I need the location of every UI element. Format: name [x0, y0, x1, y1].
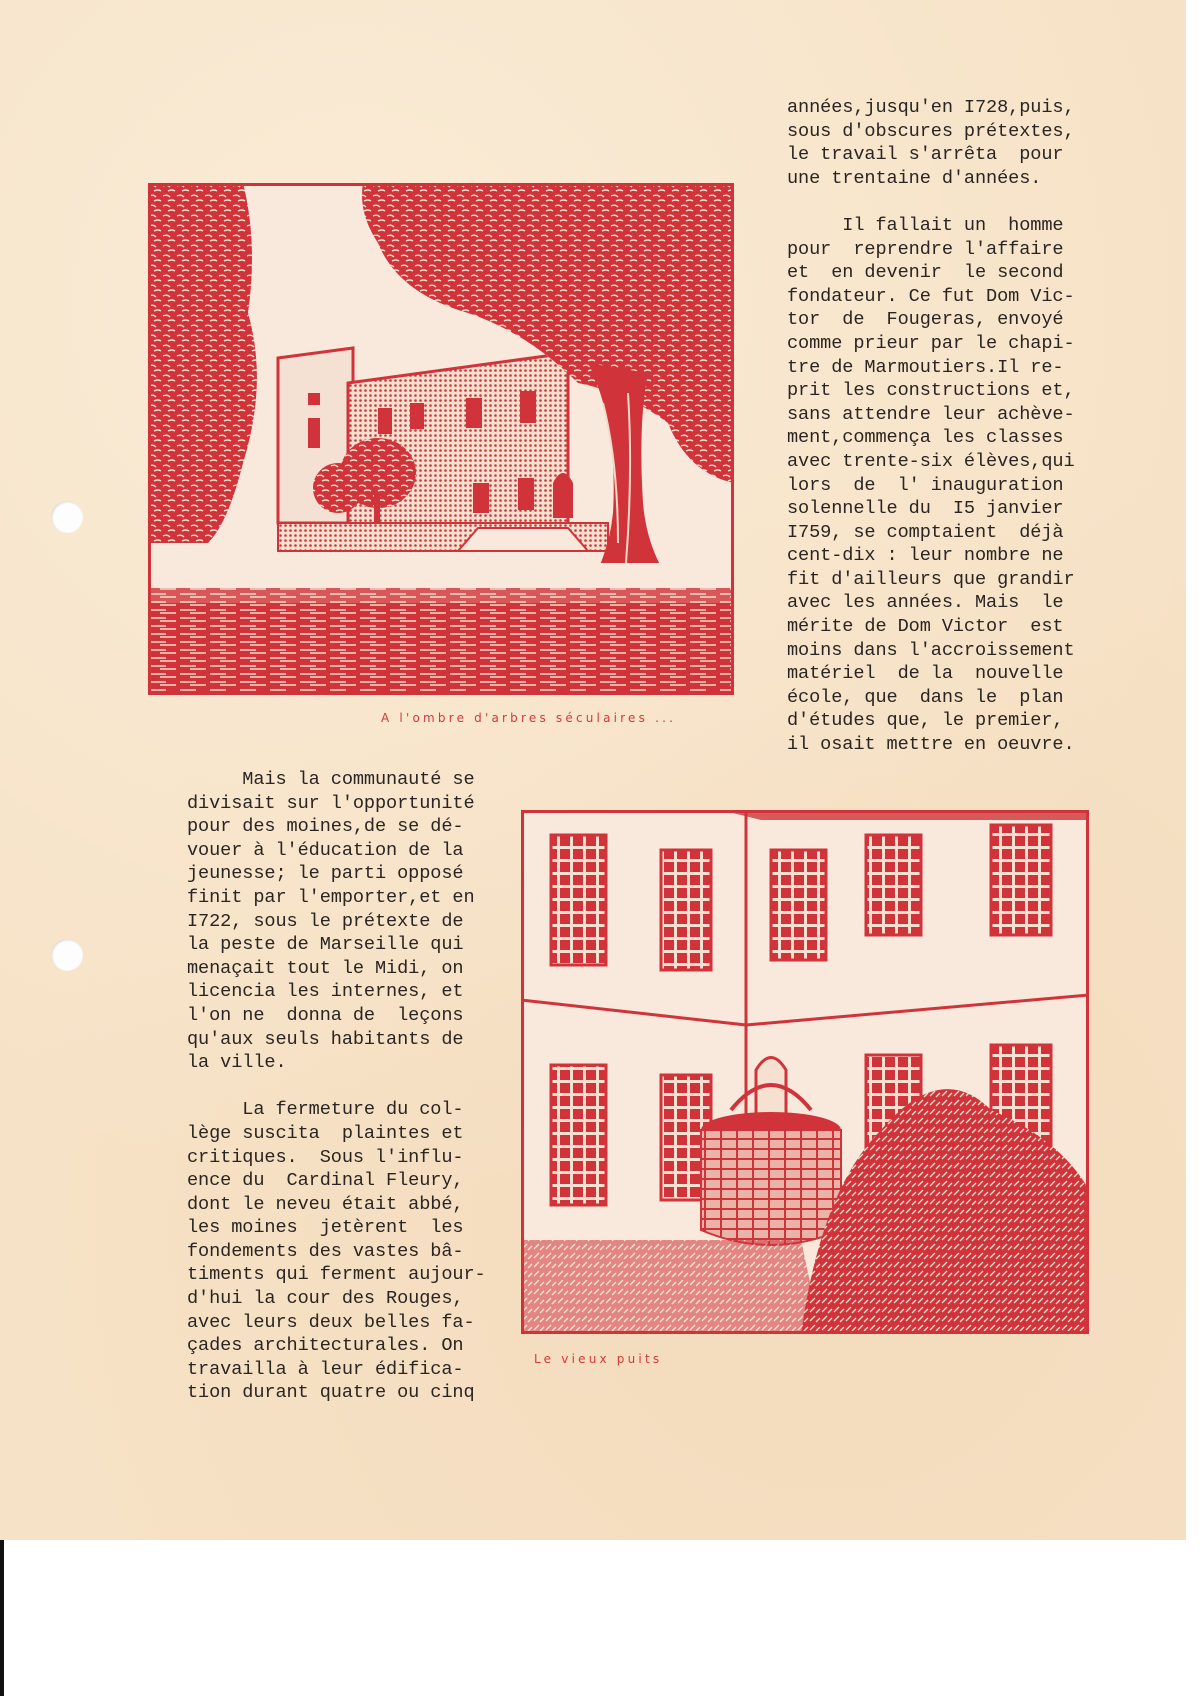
- text-line: licencia les internes, et: [187, 981, 464, 1003]
- text-line: avec leurs deux belles fa-: [187, 1311, 475, 1333]
- illustration-trees-building: [148, 183, 734, 695]
- text-line: le travail s'arrêta pour: [787, 144, 1064, 166]
- text-line: jeunesse; le parti opposé: [187, 863, 464, 885]
- text-line: timents qui ferment aujour-: [187, 1264, 486, 1286]
- text-line: il osait mettre en oeuvre.: [787, 734, 1075, 756]
- text-line: critiques. Sous l'influ-: [187, 1146, 464, 1168]
- text-line: une trentaine d'années.: [787, 167, 1042, 189]
- text-line: Il fallait un homme: [787, 214, 1064, 236]
- text-line: tre de Marmoutiers.Il re-: [787, 356, 1064, 378]
- text-line: moins dans l'accroissement: [787, 639, 1075, 661]
- text-line: [187, 1075, 486, 1099]
- text-line: ence du Cardinal Fleury,: [187, 1170, 464, 1192]
- text-line: finit par l'emporter,et en: [187, 886, 475, 908]
- text-line: prit les constructions et,: [787, 380, 1075, 402]
- text-line: la ville.: [187, 1052, 287, 1074]
- text-line: lège suscita plaintes et: [187, 1122, 464, 1144]
- text-line: d'hui la cour des Rouges,: [187, 1288, 464, 1310]
- figure-caption-2: Le vieux puits: [534, 1352, 663, 1366]
- text-line: mérite de Dom Victor est: [787, 616, 1064, 638]
- text-line: I722, sous le prétexte de: [187, 910, 464, 932]
- text-line: La fermeture du col-: [187, 1099, 464, 1121]
- text-line: vouer à l'éducation de la: [187, 839, 464, 861]
- text-line: dont le neveu était abbé,: [187, 1193, 464, 1215]
- text-line: tion durant quatre ou cinq: [187, 1382, 475, 1404]
- text-line: Mais la communauté se: [187, 769, 475, 790]
- text-line: la peste de Marseille qui: [187, 934, 464, 956]
- text-line: sous d'obscures prétextes,: [787, 120, 1075, 142]
- text-line: ment,commença les classes: [787, 427, 1064, 449]
- text-line: pour des moines,de se dé-: [187, 816, 464, 838]
- text-line: I759, se comptaient déjà: [787, 521, 1064, 543]
- illustration-courtyard-well: [521, 810, 1089, 1334]
- scan-edge: [0, 1540, 4, 1696]
- text-line: les moines jetèrent les: [187, 1217, 464, 1239]
- text-line: avec trente-six élèves,qui: [787, 450, 1075, 472]
- text-line: qu'aux seuls habitants de: [187, 1028, 464, 1050]
- text-line: fondements des vastes bâ-: [187, 1240, 464, 1262]
- text-line: fit d'ailleurs que grandir: [787, 568, 1075, 590]
- text-column-left: [187, 768, 486, 1405]
- text-line: tor de Fougeras, envoyé: [787, 309, 1064, 331]
- text-line: pour reprendre l'affaire: [787, 238, 1064, 260]
- text-line: travailla à leur édifica-: [187, 1358, 464, 1380]
- text-line: d'études que, le premier,: [787, 710, 1064, 732]
- text-line: divisait sur l'opportunité: [187, 792, 475, 814]
- text-line: çades architecturales. On: [187, 1335, 464, 1357]
- text-line: années,jusqu'en I728,puis,: [787, 97, 1075, 118]
- text-line: sans attendre leur achève-: [787, 403, 1075, 425]
- text-line: école, que dans le plan: [787, 686, 1064, 708]
- text-line: fondateur. Ce fut Dom Vic-: [787, 285, 1075, 307]
- text-line: solennelle du I5 janvier: [787, 498, 1064, 520]
- text-line: avec les années. Mais le: [787, 592, 1064, 614]
- text-line: et en devenir le second: [787, 262, 1064, 284]
- text-line: comme prieur par le chapi-: [787, 332, 1075, 354]
- text-column-right: [787, 96, 1075, 757]
- text-line: matériel de la nouvelle: [787, 663, 1064, 685]
- text-line: lors de l' inauguration: [787, 474, 1064, 496]
- figure-caption-1: A l'ombre d'arbres séculaires ...: [381, 711, 677, 725]
- punch-hole-top: [51, 501, 83, 533]
- text-line: [787, 190, 1075, 214]
- text-line: l'on ne donna de leçons: [187, 1004, 464, 1026]
- text-line: cent-dix : leur nombre ne: [787, 545, 1064, 567]
- text-line: menaçait tout le Midi, on: [187, 957, 464, 979]
- punch-hole-bottom: [51, 939, 83, 971]
